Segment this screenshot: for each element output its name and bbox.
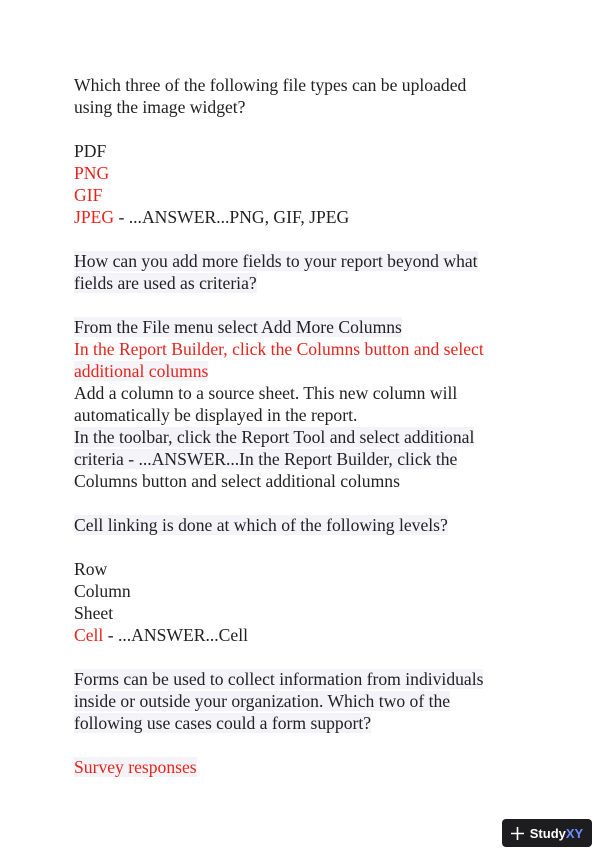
q2-option-2-line-2: additional columns <box>74 361 209 381</box>
document-page <box>74 74 544 778</box>
q1-option-pdf: PDF <box>74 141 107 161</box>
question-3-line-1: Cell linking is done at which of the following levels? <box>74 515 448 535</box>
q3-answer-text: - ...ANSWER...Cell <box>103 625 248 645</box>
q3-option-row: Row <box>74 559 108 579</box>
q2-option-1: From the File menu select Add More Columns <box>74 317 402 337</box>
question-4-line-3: following use cases could a form support? <box>74 713 372 733</box>
q2-option-3-line-1: Add a column to a source sheet. This new column will <box>74 383 458 403</box>
question-4-line-2: inside or outside your organization. Which two of the <box>74 691 451 711</box>
q1-answer-line <box>74 206 544 228</box>
question-2-line-2: fields are used as criteria? <box>74 273 257 293</box>
question-4-line-1: Forms can be used to collect information from individuals <box>74 669 484 689</box>
q2-option-3-line-2: automatically be displayed in the report. <box>74 405 358 425</box>
q3-option-sheet: Sheet <box>74 603 114 623</box>
q4-option-survey: Survey responses <box>74 757 197 777</box>
brand-accent: XY <box>565 825 584 841</box>
question-1-line-1: Which three of the following file types can be uploaded <box>74 75 467 95</box>
studyxy-badge[interactable] <box>502 819 592 847</box>
q1-option-gif: GIF <box>74 185 103 205</box>
q1-option-png: PNG <box>74 163 110 183</box>
q1-answer-text: - ...ANSWER...PNG, GIF, JPEG <box>114 207 350 227</box>
q2-answer-line-1: criteria - ...ANSWER...In the Report Builder, click the <box>74 449 458 469</box>
q2-option-4-line-1: In the toolbar, click the Report Tool and select additional <box>74 427 475 447</box>
q3-option-cell: Cell <box>74 625 104 645</box>
brand-main: Study <box>529 825 566 841</box>
q1-option-jpeg: JPEG <box>74 207 115 227</box>
question-2-line-1: How can you add more fields to your report beyond what <box>74 251 478 271</box>
brand-label <box>530 826 583 841</box>
q3-option-column: Column <box>74 581 131 601</box>
q3-answer-line <box>74 624 544 646</box>
plus-icon <box>511 827 524 840</box>
q2-answer-line-2: Columns button and select additional columns <box>74 471 400 491</box>
q2-option-2-line-1: In the Report Builder, click the Columns button and select <box>74 339 484 359</box>
question-1-line-2: using the image widget? <box>74 97 246 117</box>
